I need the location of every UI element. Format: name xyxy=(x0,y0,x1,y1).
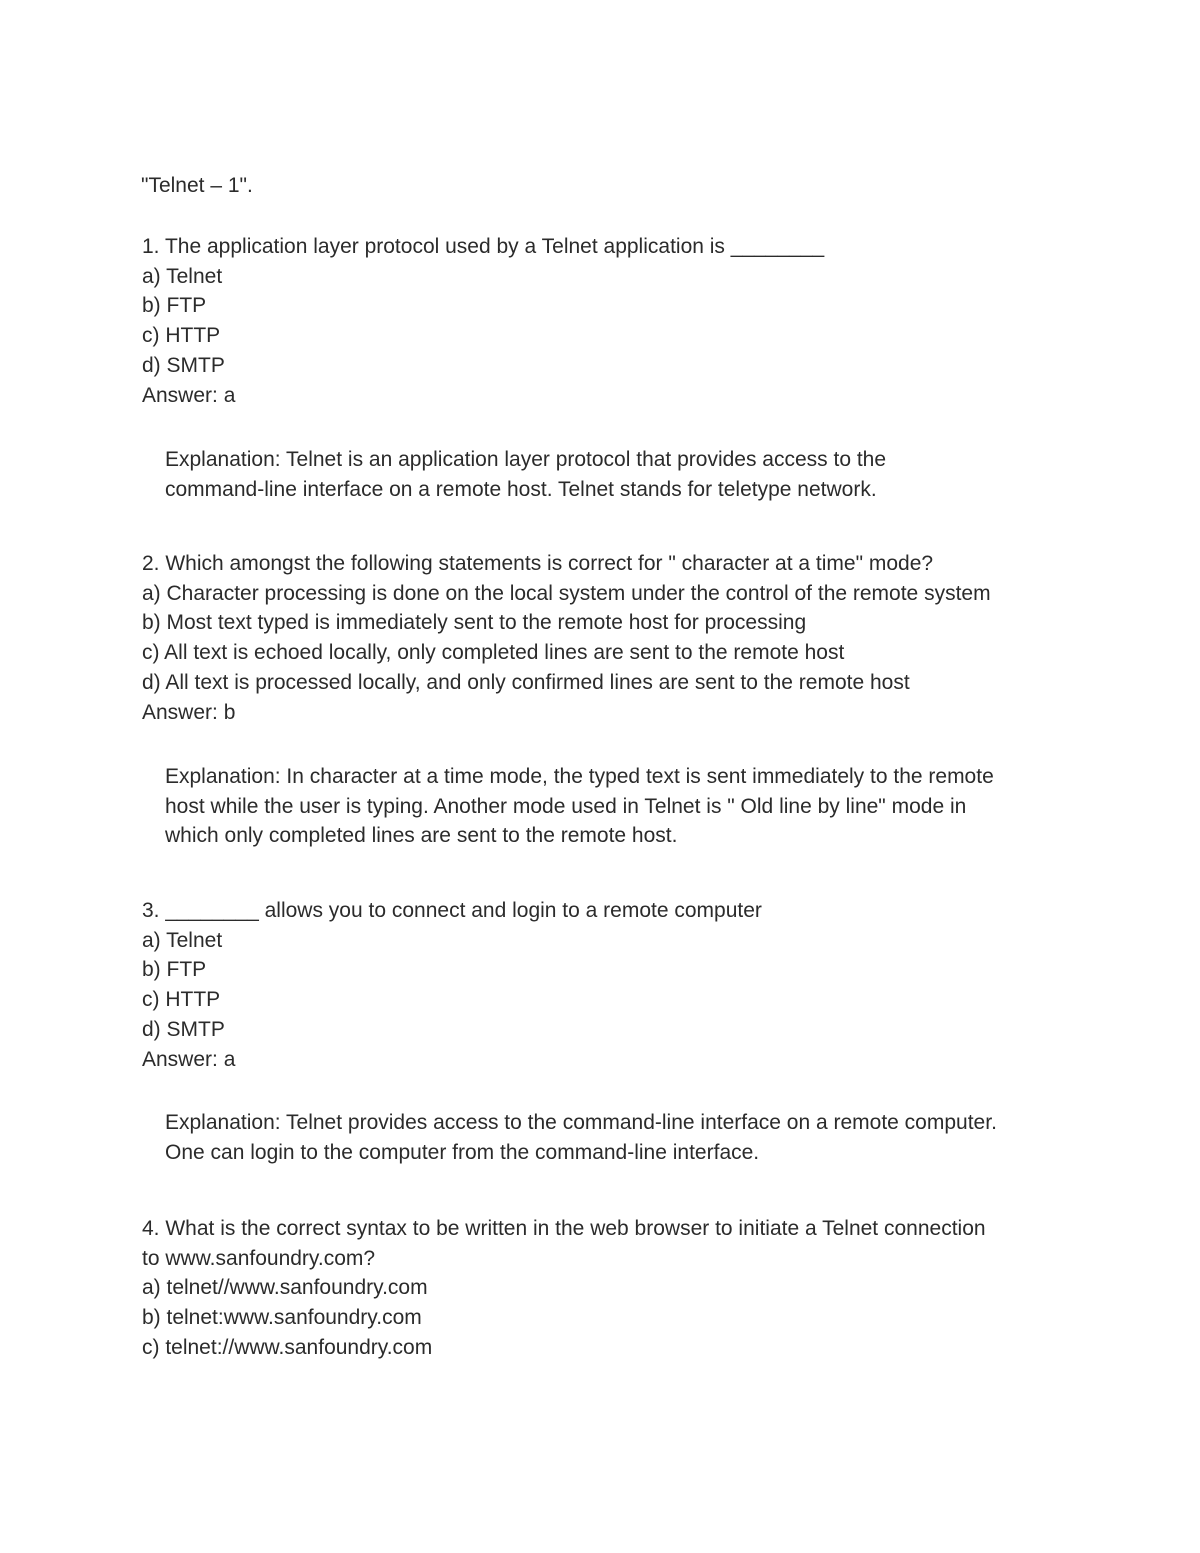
question-3 xyxy=(142,896,1082,1074)
answer: Answer: a xyxy=(142,1047,236,1071)
question-2 xyxy=(142,549,1082,727)
option-b: b) Most text typed is immediately sent to the remote host for processing xyxy=(142,611,807,635)
option-d: d) All text is processed locally, and only confirmed lines are sent to the remote host xyxy=(142,670,910,694)
question-text: 3. ________ allows you to connect and login to a remote computer xyxy=(142,899,762,922)
option-c: c) telnet://www.sanfoundry.com xyxy=(142,1335,433,1359)
option-c: c) All text is echoed locally, only completed lines are sent to the remote host xyxy=(142,641,845,665)
option-b: b) telnet:www.sanfoundry.com xyxy=(142,1306,422,1330)
explanation-3 xyxy=(165,1108,1075,1167)
option-d: d) SMTP xyxy=(142,353,225,377)
question-4 xyxy=(142,1214,1082,1363)
explanation-line: command-line interface on a remote host. Telnet stands for teletype network. xyxy=(165,477,877,501)
question-text: 1. The application layer protocol used by a Telnet application is ________ xyxy=(142,235,825,258)
option-c: c) HTTP xyxy=(142,988,221,1012)
option-a: a) Telnet xyxy=(142,264,223,288)
question-1 xyxy=(142,232,1082,410)
option-b: b) FTP xyxy=(142,294,207,318)
explanation-line: which only completed lines are sent to the remote host. xyxy=(165,824,678,848)
explanation-line: Explanation: Telnet is an application layer protocol that provides access to the xyxy=(165,448,887,471)
explanation-line: Explanation: In character at a time mode, the typed text is sent immediately to the remote xyxy=(165,765,994,788)
option-a: a) Telnet xyxy=(142,928,223,952)
option-c: c) HTTP xyxy=(142,324,221,348)
explanation-line: host while the user is typing. Another mode used in Telnet is " Old line by line" mode in xyxy=(165,794,967,818)
option-a: a) telnet//www.sanfoundry.com xyxy=(142,1276,428,1300)
explanation-2 xyxy=(165,762,1075,851)
document-title: "Telnet – 1". xyxy=(141,174,253,197)
option-a: a) Character processing is done on the local system under the control of the remote system xyxy=(142,581,991,605)
question-text: 2. Which amongst the following statements is correct for " character at a time" mode? xyxy=(142,552,934,575)
option-b: b) FTP xyxy=(142,958,207,982)
answer: Answer: b xyxy=(142,700,236,724)
question-text-continued: to www.sanfoundry.com? xyxy=(142,1246,376,1270)
question-text: 4. What is the correct syntax to be written in the web browser to initiate a Telnet connection xyxy=(142,1217,986,1240)
explanation-1 xyxy=(165,445,1075,504)
option-d: d) SMTP xyxy=(142,1017,225,1041)
answer: Answer: a xyxy=(142,383,236,407)
explanation-line: One can login to the computer from the command-line interface. xyxy=(165,1140,760,1164)
explanation-line: Explanation: Telnet provides access to the command-line interface on a remote computer. xyxy=(165,1111,997,1134)
